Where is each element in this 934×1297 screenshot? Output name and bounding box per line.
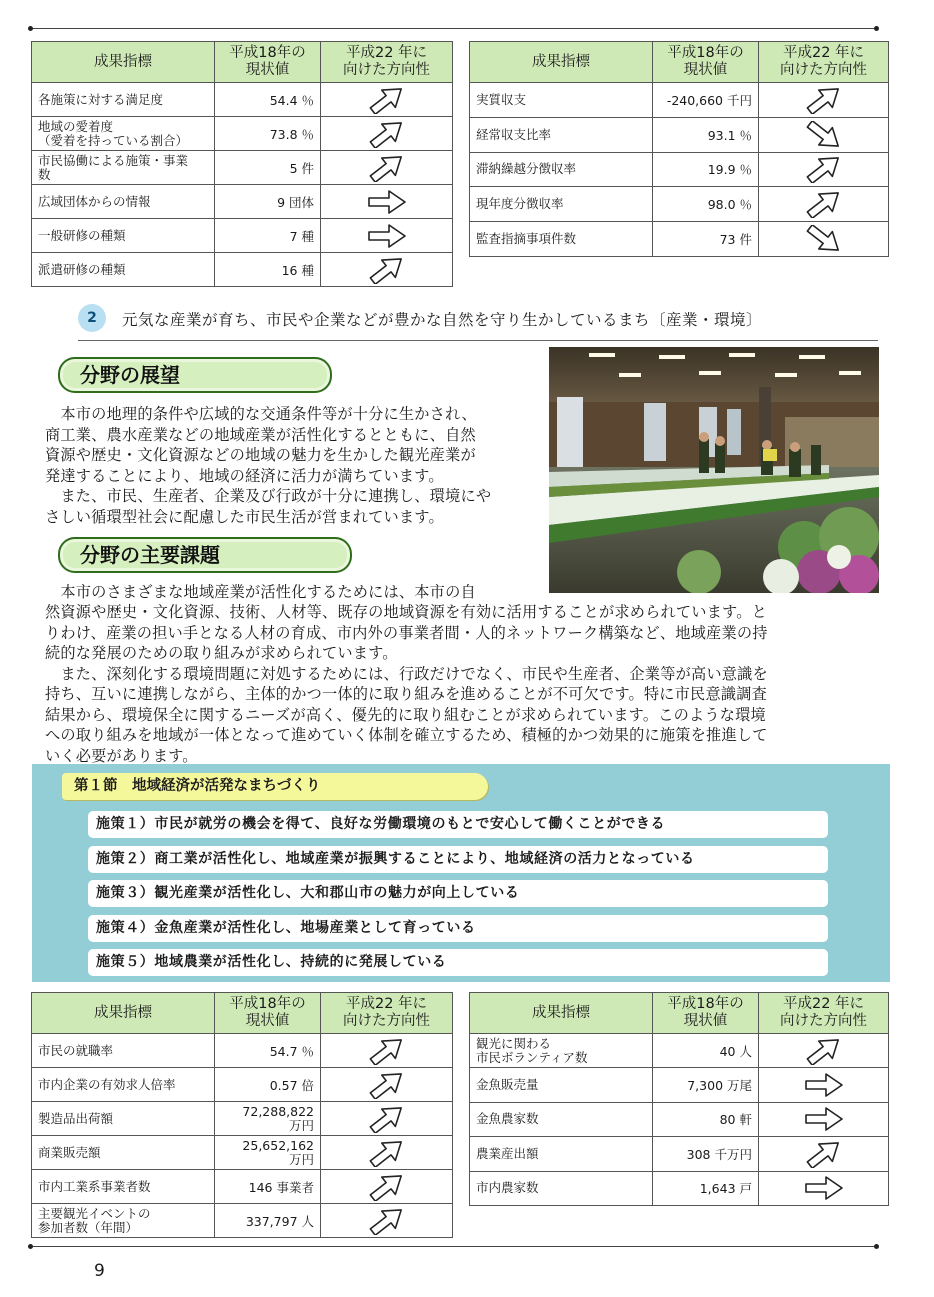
- vision-heading: 分野の展望: [58, 357, 332, 393]
- rule-dot: [28, 1244, 33, 1249]
- direction-arrow: [321, 219, 453, 253]
- arrow-up-right-icon: [367, 154, 407, 182]
- direction-arrow: [759, 187, 889, 222]
- policy-item: 施策２）商工業が活性化し、地域産業が振興することにより、地域経済の活力となっている: [88, 846, 828, 873]
- text-line: また、市民、生産者、企業及び行政が十分に連携し、環境にや: [45, 487, 492, 505]
- current-value: 25,652,162 万円: [215, 1136, 321, 1170]
- current-value: 72,288,822 万円: [215, 1102, 321, 1136]
- bottom-rule: [30, 1246, 876, 1247]
- arrow-up-right-icon: [804, 86, 844, 114]
- policy-item: 施策５）地域農業が活性化し、持続的に発展している: [88, 949, 828, 976]
- indicator-header: 成果指標: [470, 993, 653, 1034]
- direction-arrow: [321, 1170, 453, 1204]
- issues-heading: 分野の主要課題: [58, 537, 352, 573]
- arrow-up-right-icon: [367, 1139, 407, 1167]
- issues-first-line: 本市のさまざまな地域産業が活性化するためには、本市の自: [45, 583, 476, 601]
- current-value: 40 人: [653, 1034, 759, 1068]
- theme-rule: [78, 340, 878, 341]
- direction-header: 平成22 年に 向けた方向性: [759, 993, 889, 1034]
- arrow-up-right-icon: [367, 1037, 407, 1065]
- indicator-name: 製造品出荷額: [32, 1102, 215, 1136]
- current-value-header: 平成18年の 現状値: [215, 42, 321, 83]
- direction-arrow: [321, 1204, 453, 1238]
- arrow-down-right-icon: [804, 121, 844, 149]
- direction-arrow: [321, 151, 453, 185]
- text-line: 商工業、農水産業などの地域産業が活性化するとともに、自然: [45, 425, 476, 444]
- top-rule: [30, 28, 876, 29]
- indicator-header: 成果指標: [32, 42, 215, 83]
- indicator-table-admin: [31, 41, 453, 287]
- direction-arrow: [759, 152, 889, 187]
- arrow-up-right-icon: [367, 256, 407, 284]
- current-value: 98.0 ％: [653, 187, 759, 222]
- table-row: [32, 1034, 453, 1068]
- direction-header: 平成22 年に 向けた方向性: [321, 42, 453, 83]
- current-value: 80 軒: [653, 1102, 759, 1136]
- indicator-name: 滞納繰越分徴収率: [470, 152, 653, 187]
- text-line: また、深刻化する環境問題に対処するためには、行政だけでなく、市民や生産者、企業等が高い意識を: [45, 664, 768, 683]
- direction-header: 平成22 年に 向けた方向性: [759, 42, 889, 83]
- current-value: 54.4 ％: [215, 83, 321, 117]
- indicator-name: 各施策に対する満足度: [32, 83, 215, 117]
- indicator-table-economy: [31, 992, 453, 1238]
- table-row: [470, 1137, 889, 1171]
- direction-arrow: [321, 1068, 453, 1102]
- current-value: 54.7 ％: [215, 1034, 321, 1068]
- text-line: 本市の地理的条件や広域的な交通条件等が十分に生かされ、: [45, 405, 477, 423]
- indicator-name: 市内農家数: [470, 1171, 653, 1205]
- indicator-name: 一般研修の種類: [32, 219, 215, 253]
- text-line: さしい循環型社会に配慮した市民生活が営まれています。: [45, 507, 444, 526]
- indicator-name: 主要観光イベントの 参加者数（年間）: [32, 1204, 215, 1238]
- indicator-name: 現年度分徴収率: [470, 187, 653, 222]
- indicator-name: 実質収支: [470, 83, 653, 118]
- indicator-name: 派遣研修の種類: [32, 253, 215, 287]
- table-row: [470, 1034, 889, 1068]
- arrow-up-right-icon: [804, 190, 844, 218]
- indicator-name: 市内企業の有効求人倍率: [32, 1068, 215, 1102]
- table-row: [32, 1170, 453, 1204]
- text-line: 然資源や歴史・文化資源、技術、人材等、既存の地域資源を有効に活用することが求められています。と: [45, 603, 767, 621]
- indicator-name: 商業販売額: [32, 1136, 215, 1170]
- table-row: [32, 1068, 453, 1102]
- arrow-up-right-icon: [367, 1071, 407, 1099]
- indicator-table-finance: [469, 41, 889, 257]
- table-row: [32, 185, 453, 219]
- indicator-name: 市民協働による施策・事業 数: [32, 151, 215, 185]
- direction-arrow: [759, 83, 889, 118]
- direction-arrow: [759, 1102, 889, 1136]
- direction-arrow: [321, 83, 453, 117]
- indicator-name: 観光に関わる 市民ボランティア数: [470, 1034, 653, 1068]
- arrow-up-right-icon: [804, 1140, 844, 1168]
- indicator-name: 地域の愛着度 （愛着を持っている割合）: [32, 117, 215, 151]
- table-row: [32, 117, 453, 151]
- text-line: 資源や歴史・文化資源などの地域の魅力を生かした観光産業が: [45, 446, 476, 464]
- arrow-up-right-icon: [367, 86, 407, 114]
- arrow-up-right-icon: [804, 1037, 844, 1065]
- indicator-name: 農業産出額: [470, 1137, 653, 1171]
- direction-arrow: [759, 1171, 889, 1205]
- theme-number-badge: 2: [78, 304, 106, 332]
- direction-header: 平成22 年に 向けた方向性: [321, 993, 453, 1034]
- direction-arrow: [759, 117, 889, 152]
- page-number: 9: [94, 1261, 105, 1281]
- policy-item: 施策４）金魚産業が活性化し、地場産業として育っている: [88, 915, 828, 942]
- current-value: 7,300 万尾: [653, 1068, 759, 1102]
- table-row: [470, 1171, 889, 1205]
- indicator-name: 市民の就職率: [32, 1034, 215, 1068]
- current-value: 5 件: [215, 151, 321, 185]
- current-value: 0.57 倍: [215, 1068, 321, 1102]
- indicator-table-goldfish-agri: [469, 992, 889, 1206]
- current-value: 19.9 ％: [653, 152, 759, 187]
- direction-arrow: [759, 222, 889, 257]
- current-value-header: 平成18年の 現状値: [653, 993, 759, 1034]
- issues-paragraph: [45, 602, 865, 766]
- market-hall-photo: [549, 347, 879, 593]
- direction-arrow: [759, 1068, 889, 1102]
- table-row: [32, 1136, 453, 1170]
- theme-title: 元気な産業が育ち、市民や企業などが豊かな自然を守り生かしているまち〔産業・環境〕: [122, 311, 763, 329]
- direction-arrow: [321, 1034, 453, 1068]
- table-row: [470, 152, 889, 187]
- arrow-up-right-icon: [367, 1173, 407, 1201]
- table-row: [470, 1068, 889, 1102]
- arrow-up-right-icon: [367, 1207, 407, 1235]
- table-row: [470, 1102, 889, 1136]
- indicator-name: 金魚農家数: [470, 1102, 653, 1136]
- direction-arrow: [759, 1034, 889, 1068]
- table-row: [470, 222, 889, 257]
- table-row: [32, 1204, 453, 1238]
- indicator-name: 広域団体からの情報: [32, 185, 215, 219]
- current-value: 337,797 人: [215, 1204, 321, 1238]
- table-row: [32, 219, 453, 253]
- text-line: への取り組みを地域が一体となって進めていく体制を確立するため、積極的かつ効果的に施策を推進して: [45, 726, 768, 744]
- theme-heading: [78, 301, 878, 331]
- vision-paragraph: [45, 404, 540, 527]
- current-value: 73.8 ％: [215, 117, 321, 151]
- table-row: [32, 253, 453, 287]
- direction-arrow: [321, 1136, 453, 1170]
- current-value: -240,660 千円: [653, 83, 759, 118]
- indicator-name: 金魚販売量: [470, 1068, 653, 1102]
- arrow-right-icon: [804, 1071, 844, 1099]
- current-value: 146 事業者: [215, 1170, 321, 1204]
- arrow-up-right-icon: [367, 120, 407, 148]
- direction-arrow: [321, 185, 453, 219]
- table-row: [470, 117, 889, 152]
- indicator-name: 市内工業系事業者数: [32, 1170, 215, 1204]
- indicator-name: 経常収支比率: [470, 117, 653, 152]
- arrow-right-icon: [367, 188, 407, 216]
- table-row: [32, 1102, 453, 1136]
- arrow-down-right-icon: [804, 225, 844, 253]
- table-row: [32, 83, 453, 117]
- arrow-right-icon: [804, 1174, 844, 1202]
- current-value-header: 平成18年の 現状値: [653, 42, 759, 83]
- text-line: 持ち、互いに連携しながら、主体的かつ一体的に取り組みを進めることが不可欠です。特に市民意識調査: [45, 685, 767, 703]
- indicator-header: 成果指標: [32, 993, 215, 1034]
- current-value: 16 種: [215, 253, 321, 287]
- policy-item: 施策３）観光産業が活性化し、大和郡山市の魅力が向上している: [88, 880, 828, 907]
- section-title: 第１節 地域経済が活発なまちづくり: [62, 773, 488, 800]
- direction-arrow: [321, 117, 453, 151]
- arrow-right-icon: [367, 222, 407, 250]
- direction-arrow: [321, 253, 453, 287]
- indicator-header: 成果指標: [470, 42, 653, 83]
- indicator-name: 監査指摘事項件数: [470, 222, 653, 257]
- text-line: 続的な発展のための取り組みが求められています。: [45, 644, 398, 662]
- current-value: 9 団体: [215, 185, 321, 219]
- rule-dot: [874, 26, 879, 31]
- table-row: [470, 187, 889, 222]
- current-value: 1,643 戸: [653, 1171, 759, 1205]
- current-value: 93.1 ％: [653, 117, 759, 152]
- policy-item: 施策１）市民が就労の機会を得て、良好な労働環境のもとで安心して働くことができる: [88, 811, 828, 838]
- arrow-right-icon: [804, 1105, 844, 1133]
- rule-dot: [874, 1244, 879, 1249]
- current-value: 7 種: [215, 219, 321, 253]
- direction-arrow: [759, 1137, 889, 1171]
- current-value-header: 平成18年の 現状値: [215, 993, 321, 1034]
- current-value: 73 件: [653, 222, 759, 257]
- text-line: 発達することにより、地域の経済に活力が満ちています。: [45, 466, 444, 485]
- table-row: [32, 151, 453, 185]
- current-value: 308 千万円: [653, 1137, 759, 1171]
- text-line: いく必要があります。: [45, 746, 198, 765]
- arrow-up-right-icon: [804, 155, 844, 183]
- text-line: りわけ、産業の担い手となる人材の育成、市内外の事業者間・人的ネットワーク構築など、地域産業の持: [45, 623, 768, 642]
- table-row: [470, 83, 889, 118]
- text-line: 結果から、環境保全に関するニーズが高く、優先的に取り組むことが求められています。このような環境: [45, 705, 766, 724]
- direction-arrow: [321, 1102, 453, 1136]
- arrow-up-right-icon: [367, 1105, 407, 1133]
- rule-dot: [28, 26, 33, 31]
